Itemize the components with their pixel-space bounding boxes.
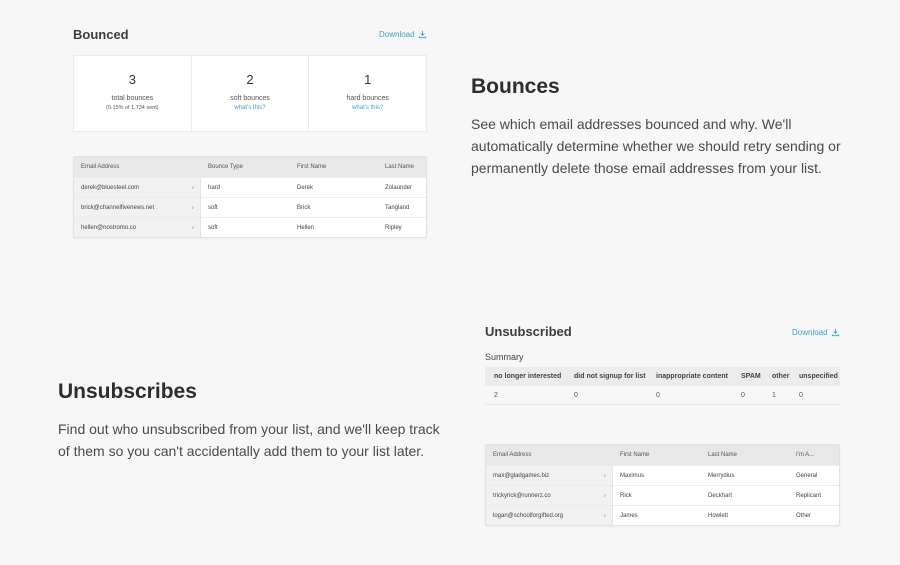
summary-label: Summary: [485, 352, 524, 362]
last-name-cell: Zolaunder: [385, 184, 413, 191]
first-name-cell: Derek: [297, 184, 314, 191]
bounce-type-cell: hard: [208, 184, 221, 191]
col-bounce-type[interactable]: Bounce Type: [208, 164, 243, 170]
summary-value: 0: [656, 391, 660, 399]
bounce-type-cell: soft: [208, 224, 218, 231]
unsubscribes-description: Find out who unsubscribed from your list, and we'll keep track of them so you can't accidentally add them to your list later.: [58, 421, 440, 459]
bounced-table: [73, 156, 427, 238]
bounced-download-link[interactable]: [379, 30, 427, 39]
im-a-cell: General: [796, 472, 818, 479]
chevron-right-icon: ›: [191, 204, 194, 211]
stat-soft-bounces: [192, 56, 310, 131]
stat-hard-bounces: [309, 56, 426, 131]
chevron-right-icon: ›: [191, 224, 194, 231]
summary-value: 0: [799, 391, 803, 399]
bounces-heading: Bounces: [471, 75, 560, 98]
summary-col: unspecified: [799, 373, 838, 380]
table-header: [74, 157, 426, 177]
download-label: Download: [792, 328, 828, 337]
download-icon: [418, 30, 427, 39]
chevron-right-icon: ›: [603, 512, 606, 519]
first-name-cell: Maximus: [620, 472, 645, 479]
summary-col: inappropriate content: [656, 373, 728, 380]
whats-this-link[interactable]: what's this?: [352, 105, 384, 111]
im-a-cell: Other: [796, 512, 812, 519]
col-first-name[interactable]: First Name: [620, 452, 650, 458]
summary-col: did not signup for list: [574, 373, 646, 380]
last-name-cell: Deckhart: [708, 492, 733, 499]
last-name-cell: Tangland: [385, 204, 410, 211]
stat-label: soft bounces: [230, 95, 270, 102]
download-icon: [831, 328, 840, 337]
bounce-stats: [73, 55, 427, 132]
chevron-right-icon: ›: [191, 184, 194, 191]
email-cell[interactable]: [486, 486, 613, 505]
table-row[interactable]: [486, 485, 839, 505]
first-name-cell: Hellen: [297, 224, 315, 231]
table-header: [486, 445, 839, 465]
last-name-cell: Merrydius: [708, 472, 735, 479]
stat-label: hard bounces: [346, 95, 389, 102]
bounce-type-cell: soft: [208, 204, 218, 211]
first-name-cell: Rick: [620, 492, 632, 499]
table-row[interactable]: [486, 465, 839, 485]
bounces-description: See which email addresses bounced and why. We'll automatically determine whether we should retry sending or permanently delete those email addresses from your list.: [471, 116, 841, 176]
email-cell[interactable]: [486, 466, 613, 485]
table-row[interactable]: [74, 177, 426, 197]
stat-sub: (0.15% of 1,734 sent): [106, 105, 159, 111]
col-last-name[interactable]: Last Name: [385, 164, 415, 170]
email-text: hellen@nostromo.co: [81, 224, 137, 231]
col-im-a[interactable]: I'm A...: [796, 452, 815, 458]
summary-header: [485, 367, 840, 386]
email-cell[interactable]: [74, 178, 201, 197]
stat-label: total bounces: [111, 95, 154, 102]
col-first-name[interactable]: First Name: [297, 164, 327, 170]
bounced-title: Bounced: [73, 27, 129, 42]
stat-value: 2: [246, 72, 254, 87]
summary-row: [485, 386, 840, 405]
unsubscribes-heading: Unsubscribes: [58, 380, 197, 403]
summary-col: other: [772, 373, 790, 380]
stat-value: 3: [128, 72, 136, 87]
last-name-cell: Howlett: [708, 512, 729, 519]
table-row[interactable]: [486, 505, 839, 525]
email-cell[interactable]: [74, 218, 201, 237]
unsubscribed-title: Unsubscribed: [485, 324, 572, 339]
email-text: max@gladgames.biz: [493, 472, 550, 479]
unsubscribe-summary-table: [485, 367, 840, 405]
chevron-right-icon: ›: [603, 492, 606, 499]
email-text: trickyrick@runnerz.co: [493, 492, 551, 499]
summary-value: 1: [772, 391, 776, 399]
summary-value: 0: [741, 391, 745, 399]
summary-col: no longer interested: [494, 373, 562, 380]
email-text: derek@bluesteel.com: [81, 184, 140, 191]
chevron-right-icon: ›: [603, 472, 606, 479]
email-text: brick@channelfivenews.net: [81, 204, 155, 211]
unsubscribed-table: [485, 444, 840, 526]
summary-value: 2: [494, 391, 498, 399]
table-row[interactable]: [74, 197, 426, 217]
whats-this-link[interactable]: what's this?: [234, 105, 266, 111]
col-email[interactable]: Email Address: [81, 164, 120, 170]
unsubscribed-download-link[interactable]: [792, 328, 840, 337]
download-label: Download: [379, 30, 415, 39]
stat-total-bounces: [74, 56, 192, 131]
summary-value: 0: [574, 391, 578, 399]
first-name-cell: Brick: [297, 204, 311, 211]
table-row[interactable]: [74, 217, 426, 237]
last-name-cell: Ripley: [385, 224, 402, 231]
first-name-cell: James: [620, 512, 638, 519]
col-email[interactable]: Email Address: [493, 452, 532, 458]
email-cell[interactable]: [486, 506, 613, 525]
im-a-cell: Replicant: [796, 492, 822, 499]
stat-value: 1: [364, 72, 372, 87]
col-last-name[interactable]: Last Name: [708, 452, 738, 458]
email-cell[interactable]: [74, 198, 201, 217]
summary-col: SPAM: [741, 373, 761, 380]
email-text: logan@schoolforgifted.org: [493, 512, 564, 519]
